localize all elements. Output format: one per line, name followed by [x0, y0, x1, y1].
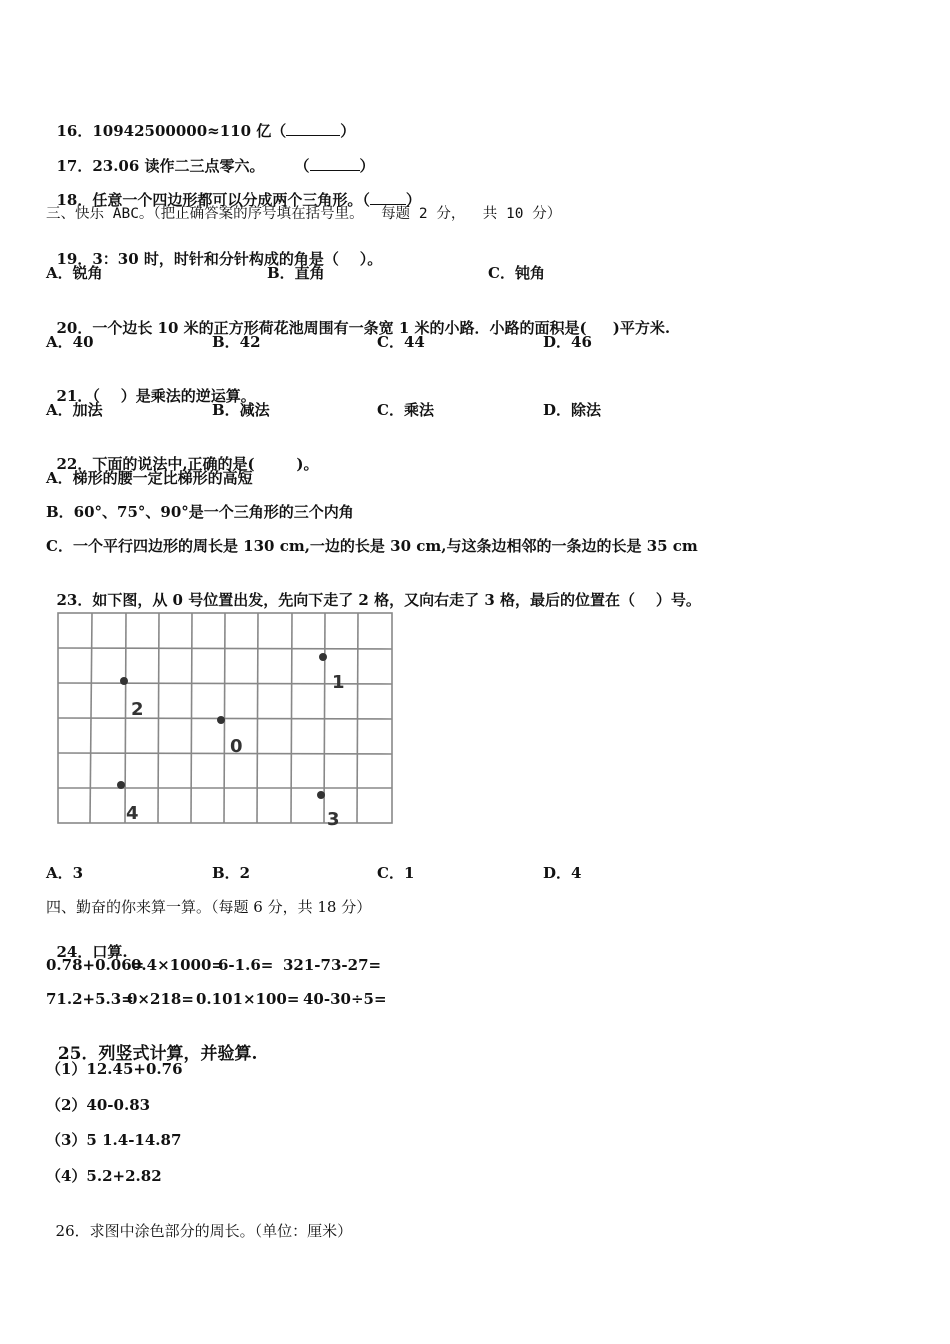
question-number: 24．	[56, 943, 93, 961]
grid-point-3	[317, 791, 325, 799]
vertical-calc-item: （3）5 1.4-14.87	[46, 1131, 182, 1149]
option-b[interactable]: B．2	[212, 864, 251, 882]
calc-item: 6-1.6=	[218, 956, 274, 974]
question-text: 3：30 时，时针和分针构成的角是（ ）。	[92, 250, 383, 268]
question-23	[46, 570, 701, 610]
question-25	[46, 1024, 257, 1064]
answer-blank[interactable]	[286, 121, 340, 136]
grid-point-4	[117, 781, 125, 789]
section-3-heading: 三、快乐 ABC。（把正确答案的序号填在括号里。 每题 2 分， 共 10 分）	[46, 206, 562, 222]
question-text: 23.06 读作二三点零六。	[92, 157, 265, 175]
grid-label-1: 1	[332, 672, 345, 693]
question-18: 18．任意一个四边形都可以分成两个三角形。（ ）	[56, 191, 421, 209]
grid-label-4: 4	[126, 803, 139, 824]
calc-item: 0.4×1000=	[131, 956, 224, 974]
grid-point-2	[120, 677, 128, 685]
question-number: 20．	[56, 319, 93, 337]
question-text: 任意一个四边形都可以分成两个三角形。（	[92, 191, 370, 209]
section-4-heading: 四、勤奋的你来算一算。（每题 6 分，共 18 分）	[46, 898, 372, 916]
grid-label-2: 2	[131, 699, 144, 720]
calc-item: 0.101×100=	[196, 990, 300, 1008]
question-text: 求图中涂色部分的周长。（单位：厘米）	[89, 1222, 353, 1240]
option-b[interactable]: B．直角	[267, 264, 325, 282]
option-a[interactable]: A．加法	[46, 401, 103, 419]
option-b[interactable]: B．60°、75°、90°是一个三角形的三个内角	[46, 503, 354, 521]
answer-blank[interactable]	[310, 156, 360, 171]
question-number: 18．	[56, 191, 93, 209]
option-b[interactable]: B．42	[212, 333, 261, 351]
option-b[interactable]: B．减法	[212, 401, 270, 419]
question-number: 23．	[56, 591, 93, 609]
question-16: 16．10942500000≈110 亿（ ）	[56, 122, 356, 140]
option-a[interactable]: A．3	[46, 864, 84, 882]
option-a[interactable]: A．锐角	[46, 264, 103, 282]
question-text: 下面的说法中,正确的是( )。	[92, 455, 319, 473]
question-text: 10942500000≈110 亿（	[92, 122, 287, 140]
option-c[interactable]: C．钝角	[488, 264, 545, 282]
question-26	[46, 1201, 352, 1241]
option-c[interactable]: C．44	[377, 333, 425, 351]
question-17: 17．23.06 读作二三点零六。 （ ）	[56, 157, 375, 175]
question-text: （ ）是乘法的逆运算。	[92, 387, 256, 405]
option-d[interactable]: D．46	[543, 333, 592, 351]
question-number: 25．	[57, 1044, 99, 1064]
question-text: 列竖式计算，并验算.	[98, 1044, 258, 1064]
question-number: 17．	[56, 157, 93, 175]
question-text: 一个边长 10 米的正方形荷花池周围有一条宽 1 米的小路．小路的面积是( )平方米.	[92, 319, 671, 337]
option-c[interactable]: C．乘法	[377, 401, 434, 419]
question-text: 如下图，从 0 号位置出发，先向下走了 2 格，又向右走了 3 格，最后的位置在（ ）号。	[92, 591, 701, 609]
option-a[interactable]: A．梯形的腰一定比梯形的高短	[46, 469, 253, 487]
vertical-calc-item: （2）40-0.83	[46, 1096, 151, 1114]
option-d[interactable]: D．除法	[543, 401, 602, 419]
grid-point-0	[217, 716, 225, 724]
question-text: 口算.	[92, 943, 128, 961]
question-number: 19．	[56, 250, 93, 268]
option-d[interactable]: D．4	[543, 864, 582, 882]
question-number: 16．	[56, 122, 93, 140]
calc-item: 71.2+5.3=	[46, 990, 134, 1008]
question-number: 26．	[55, 1222, 90, 1240]
grid-label-3: 3	[327, 809, 340, 830]
calc-item: 40-30÷5=	[303, 990, 387, 1008]
calc-item: 0.78+0.06=	[46, 956, 145, 974]
vertical-calc-item: （1）12.45+0.76	[46, 1060, 183, 1078]
option-c[interactable]: C．一个平行四边形的周长是 130 cm,一边的长是 30 cm,与这条边相邻的一条边的长是 35 cm	[46, 537, 698, 555]
question-number: 21．	[56, 387, 93, 405]
question-number: 22．	[56, 455, 93, 473]
vertical-calc-item: （4）5.2+2.82	[46, 1167, 162, 1185]
option-a[interactable]: A．40	[46, 333, 94, 351]
calc-item: 321-73-27=	[283, 956, 382, 974]
answer-blank[interactable]	[370, 190, 406, 205]
grid-point-1	[319, 653, 327, 661]
option-c[interactable]: C．1	[377, 864, 415, 882]
calc-item: 0×218=	[127, 990, 194, 1008]
grid-label-0: 0	[230, 736, 243, 757]
position-grid-figure	[46, 608, 398, 834]
